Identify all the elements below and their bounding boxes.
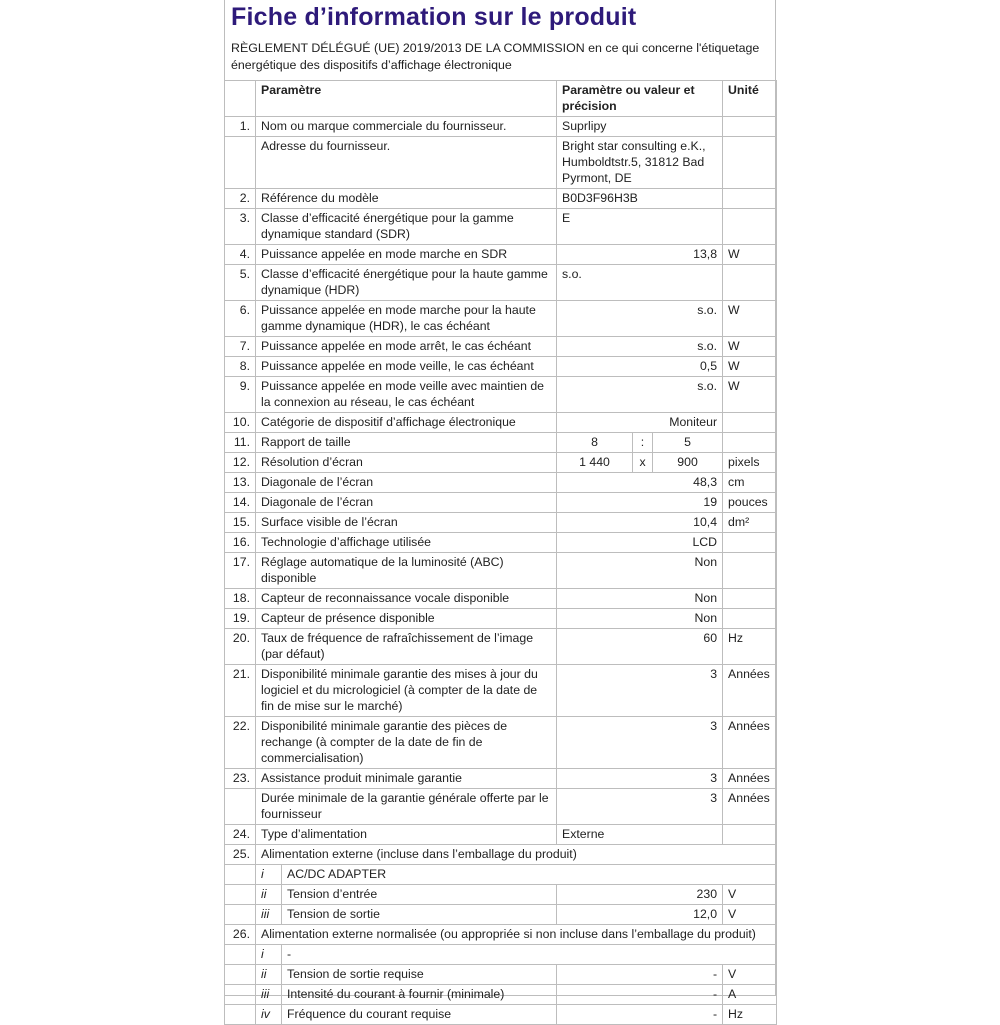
roman-index: iii: [256, 905, 282, 925]
table-row: [225, 1005, 777, 1025]
header-unite: Unité: [723, 81, 777, 117]
row-value: s.o.: [557, 377, 723, 413]
row-number: 24.: [225, 825, 256, 845]
table-row: [225, 905, 777, 925]
row-number: 9.: [225, 377, 256, 413]
row-number: 18.: [225, 589, 256, 609]
row-number: 20.: [225, 629, 256, 665]
table-row: [225, 493, 777, 513]
table-row: [225, 553, 777, 589]
row-label: Tension de sortie: [282, 905, 557, 925]
row-value: Externe: [557, 825, 723, 845]
row-number: 21.: [225, 665, 256, 717]
row-label: Référence du modèle: [256, 189, 557, 209]
row-value: 10,4: [557, 513, 723, 533]
table-row: [225, 245, 777, 265]
row-label: Capteur de présence disponible: [256, 609, 557, 629]
row-label: Nom ou marque commerciale du fournisseur.: [256, 117, 557, 137]
row-label: Classe d’efficacité énergétique pour la gamme dynamique standard (SDR): [256, 209, 557, 245]
row-label: Diagonale de l’écran: [256, 493, 557, 513]
row-label: Capteur de reconnaissance vocale disponible: [256, 589, 557, 609]
roman-index: i: [256, 945, 282, 965]
table-row: [225, 533, 777, 553]
row-unit: W: [723, 377, 777, 413]
header-valeur: Paramètre ou valeur et précision: [557, 81, 723, 117]
row-value: s.o.: [557, 337, 723, 357]
row-unit: pixels: [723, 453, 777, 473]
row-label: Puissance appelée en mode marche en SDR: [256, 245, 557, 265]
row-value: -: [557, 1005, 723, 1025]
resolution-separator: x: [633, 453, 653, 473]
table-row: [225, 965, 777, 985]
table-row: [225, 209, 777, 245]
table-row: [225, 865, 777, 885]
row-unit: Années: [723, 789, 777, 825]
table-row: [225, 925, 777, 945]
roman-index: iii: [256, 985, 282, 1005]
row-label: Diagonale de l’écran: [256, 473, 557, 493]
row-value: B0D3F96H3B: [557, 189, 723, 209]
table-row: [225, 985, 777, 1005]
row-label: Tension de sortie requise: [282, 965, 557, 985]
row-unit: Hz: [723, 629, 777, 665]
row-value: 3: [557, 665, 723, 717]
row-number: 17.: [225, 553, 256, 589]
row-unit: Années: [723, 769, 777, 789]
row-label: -: [282, 945, 777, 965]
row-unit: A: [723, 985, 777, 1005]
table-row: [225, 433, 777, 453]
row-label: Rapport de taille: [256, 433, 557, 453]
row-value: Non: [557, 553, 723, 589]
row-number: 23.: [225, 769, 256, 789]
table-row: [225, 301, 777, 337]
row-value: 19: [557, 493, 723, 513]
row-number: 22.: [225, 717, 256, 769]
row-label: Puissance appelée en mode arrêt, le cas échéant: [256, 337, 557, 357]
table-row: [225, 945, 777, 965]
row-label: Tension d’entrée: [282, 885, 557, 905]
table-row: [225, 609, 777, 629]
row-value: -: [557, 985, 723, 1005]
row-unit: Hz: [723, 1005, 777, 1025]
row-value: 60: [557, 629, 723, 665]
table-row: [225, 789, 777, 825]
row-label: AC/DC ADAPTER: [282, 865, 777, 885]
table-row: [225, 717, 777, 769]
row-number: 11.: [225, 433, 256, 453]
row-label: Disponibilité minimale garantie des pièces de rechange (à compter de la date de fin de commercialisation): [256, 717, 557, 769]
row-value: 12,0: [557, 905, 723, 925]
table-row: [225, 137, 777, 189]
row-number: 5.: [225, 265, 256, 301]
page-title: Fiche d’information sur le produit: [231, 3, 637, 31]
header-parametre: Paramètre: [256, 81, 557, 117]
row-label: Puissance appelée en mode veille, le cas échéant: [256, 357, 557, 377]
row-value: 230: [557, 885, 723, 905]
row-value: Non: [557, 589, 723, 609]
row-number: 12.: [225, 453, 256, 473]
table-row: [225, 665, 777, 717]
row-unit: Années: [723, 665, 777, 717]
row-value: E: [557, 209, 723, 245]
row-label: Type d’alimentation: [256, 825, 557, 845]
row-label: Assistance produit minimale garantie: [256, 769, 557, 789]
table-row: [225, 513, 777, 533]
row-label: Intensité du courant à fournir (minimale): [282, 985, 557, 1005]
row-value: Non: [557, 609, 723, 629]
row-unit: pouces: [723, 493, 777, 513]
table-row: [225, 629, 777, 665]
row-value: Bright star consulting e.K., Humboldtstr.5, 31812 Bad Pyrmont, DE: [557, 137, 723, 189]
row-label: Catégorie de dispositif d’affichage électronique: [256, 413, 557, 433]
table-row: [225, 885, 777, 905]
row-label: Alimentation externe (incluse dans l’emballage du produit): [256, 845, 777, 865]
table-row: [225, 337, 777, 357]
table-row: [225, 473, 777, 493]
ratio-second-value: 5: [653, 433, 723, 453]
table-row: [225, 377, 777, 413]
row-number: 15.: [225, 513, 256, 533]
row-value: 0,5: [557, 357, 723, 377]
row-unit: dm²: [723, 513, 777, 533]
row-number: 19.: [225, 609, 256, 629]
resolution-width: 1 440: [557, 453, 633, 473]
ratio-first-value: 8: [557, 433, 633, 453]
row-unit: W: [723, 301, 777, 337]
row-value: LCD: [557, 533, 723, 553]
table-row: [225, 265, 777, 301]
row-unit: Années: [723, 717, 777, 769]
row-number: 6.: [225, 301, 256, 337]
row-label: Résolution d’écran: [256, 453, 557, 473]
row-unit: V: [723, 905, 777, 925]
table-row: [225, 117, 777, 137]
row-value: 3: [557, 717, 723, 769]
row-label: Classe d’efficacité énergétique pour la haute gamme dynamique (HDR): [256, 265, 557, 301]
row-label: Durée minimale de la garantie générale offerte par le fournisseur: [256, 789, 557, 825]
row-value: 3: [557, 789, 723, 825]
table-row: [225, 589, 777, 609]
table-row: [225, 189, 777, 209]
roman-index: iv: [256, 1005, 282, 1025]
row-label: Réglage automatique de la luminosité (ABC) disponible: [256, 553, 557, 589]
row-label: Puissance appelée en mode veille avec maintien de la connexion au réseau, le cas échéant: [256, 377, 557, 413]
row-number: 2.: [225, 189, 256, 209]
row-unit: W: [723, 245, 777, 265]
table-row: [225, 769, 777, 789]
resolution-height: 900: [653, 453, 723, 473]
row-number: 3.: [225, 209, 256, 245]
row-value: 13,8: [557, 245, 723, 265]
row-number: 25.: [225, 845, 256, 865]
roman-index: ii: [256, 885, 282, 905]
row-label: Technologie d’affichage utilisée: [256, 533, 557, 553]
row-number: 13.: [225, 473, 256, 493]
row-label: Alimentation externe normalisée (ou appropriée si non incluse dans l’emballage du produit): [256, 925, 777, 945]
row-label: Fréquence du courant requise: [282, 1005, 557, 1025]
roman-index: ii: [256, 965, 282, 985]
row-value: Moniteur: [557, 413, 723, 433]
table-row: [225, 453, 777, 473]
row-value: 48,3: [557, 473, 723, 493]
row-value: 3: [557, 769, 723, 789]
row-label: Taux de fréquence de rafraîchissement de l’image (par défaut): [256, 629, 557, 665]
row-value: -: [557, 965, 723, 985]
roman-index: i: [256, 865, 282, 885]
row-unit: W: [723, 337, 777, 357]
row-number: 14.: [225, 493, 256, 513]
table-header-row: [225, 81, 777, 117]
row-unit: V: [723, 885, 777, 905]
table-row: [225, 413, 777, 433]
row-label: Disponibilité minimale garantie des mises à jour du logiciel et du micrologiciel (à compter de la date de fin de mise sur le marché): [256, 665, 557, 717]
row-label: Puissance appelée en mode marche pour la haute gamme dynamique (HDR), le cas échéant: [256, 301, 557, 337]
row-number: 16.: [225, 533, 256, 553]
table-row: [225, 845, 777, 865]
table-row: [225, 825, 777, 845]
row-unit: V: [723, 965, 777, 985]
row-number: 26.: [225, 925, 256, 945]
row-value: s.o.: [557, 301, 723, 337]
row-number: 10.: [225, 413, 256, 433]
row-number: 8.: [225, 357, 256, 377]
regulation-text: RÈGLEMENT DÉLÉGUÉ (UE) 2019/2013 DE LA COMMISSION en ce qui concerne l'étiquetage énergétique des dispositifs d’affichage électronique: [231, 41, 760, 72]
ratio-separator: :: [633, 433, 653, 453]
row-number: 7.: [225, 337, 256, 357]
product-information-table: [224, 80, 777, 1025]
row-unit: W: [723, 357, 777, 377]
row-label: Surface visible de l’écran: [256, 513, 557, 533]
row-number: 4.: [225, 245, 256, 265]
row-number: 1.: [225, 117, 256, 137]
table-row: [225, 357, 777, 377]
row-unit: cm: [723, 473, 777, 493]
row-label: Adresse du fournisseur.: [256, 137, 557, 189]
row-value: Suprlipy: [557, 117, 723, 137]
row-value: s.o.: [557, 265, 723, 301]
